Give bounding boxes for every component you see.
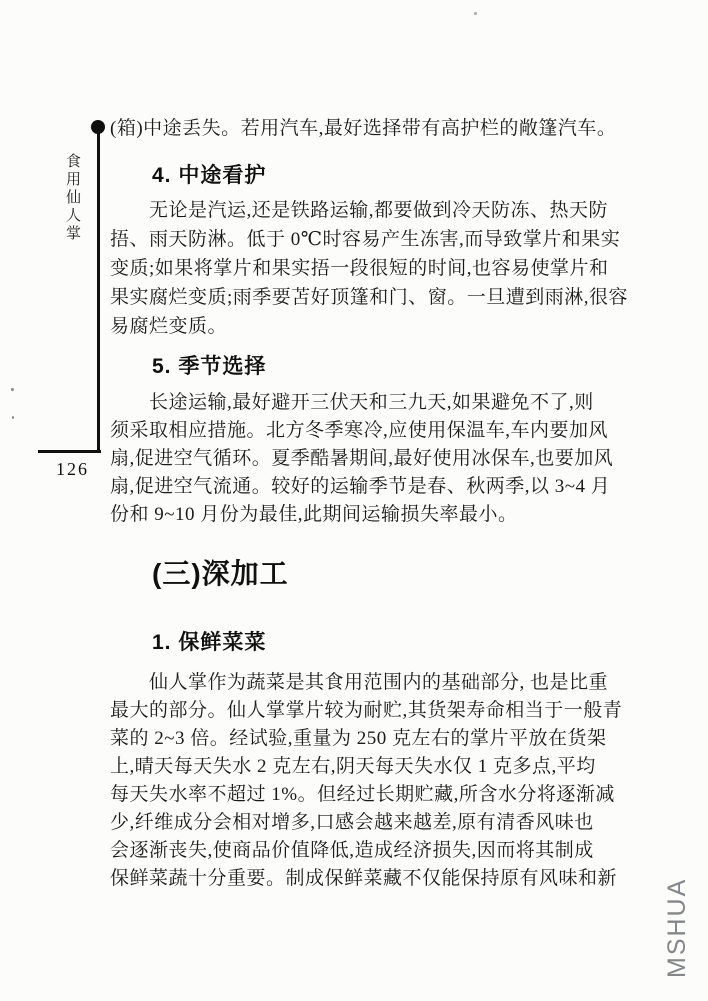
text-line: 会逐渐丧失,使商品价值降低,造成经济损失,因而将其制成 [110, 840, 594, 861]
text-line: 每天失水率不超过 1%。但经过长期贮藏,所含水分将逐渐减 [110, 784, 615, 805]
paragraph-fresh-keeping [110, 669, 622, 893]
text-line: 果实腐烂变质;雨季要苫好顶篷和门、窗。一旦遭到雨淋,很容 [110, 287, 629, 308]
text-line: 无论是汽运,还是铁路运输,都要做到冷天防冻、热天防 [110, 200, 609, 221]
paragraph-season-selection [110, 389, 613, 529]
text-line: 长途运输,最好避开三伏天和三九天,如果避免不了,则 [110, 392, 594, 413]
text-line: 变质;如果将掌片和果实捂一段很短的时间,也容易使掌片和 [110, 258, 609, 279]
heading-fresh-keeping: 1. 保鲜菜菜 [152, 631, 267, 654]
text-line: 上,晴天每天失水 2 克左右,阴天每天失水仅 1 克多点,平均 [110, 756, 596, 777]
book-side-title: 食用仙人掌 [64, 153, 80, 243]
text-line: 须采取相应措施。北方冬季寒冷,应使用保温车,车内要加风 [110, 420, 609, 441]
text-line: 扇,促进空气循环。夏季酷暑期间,最好使用冰保车,也要加风 [110, 448, 614, 469]
text-line: 保鲜菜蔬十分重要。制成保鲜菜藏不仅能保持原有风味和新 [110, 868, 618, 889]
page-number: 126 [56, 459, 89, 479]
paragraph-midway-care [110, 196, 628, 341]
heading-midway-care: 4. 中途看护 [152, 164, 267, 187]
text-line: 捂、雨天防淋。低于 0℃时容易产生冻害,而导致掌片和果实 [110, 229, 621, 250]
text-line: 份和 9~10 月份为最佳,此期间运输损失率最小。 [110, 504, 518, 525]
text-line: 少,纤维成分会相对增多,口感会越来越差,原有清香风味也 [110, 812, 594, 833]
watermark: MSHUA [663, 877, 691, 978]
section-heading-deep-processing: (三)深加工 [152, 558, 289, 589]
horizontal-rule [38, 450, 101, 453]
text-line: 最大的部分。仙人掌掌片较为耐贮,其货架寿命相当于一般青 [110, 700, 623, 721]
scan-speck [12, 416, 14, 419]
text-line: 扇,促进空气流通。较好的运输季节是春、秋两季,以 3~4 月 [110, 476, 611, 497]
vertical-rule [97, 127, 100, 453]
scan-speck [11, 388, 14, 391]
scan-speck [474, 12, 477, 15]
text-line: 仙人掌作为蔬菜是其食用范围内的基础部分, 也是比重 [110, 672, 609, 693]
carryover-line: (箱)中途丢失。若用汽车,最好选择带有高护栏的敞篷汽车。 [110, 118, 617, 139]
heading-season-selection: 5. 季节选择 [152, 355, 267, 378]
text-line: 菜的 2~3 倍。经试验,重量为 250 克左右的掌片平放在货架 [110, 728, 607, 749]
text-line: 易腐烂变质。 [110, 316, 228, 337]
